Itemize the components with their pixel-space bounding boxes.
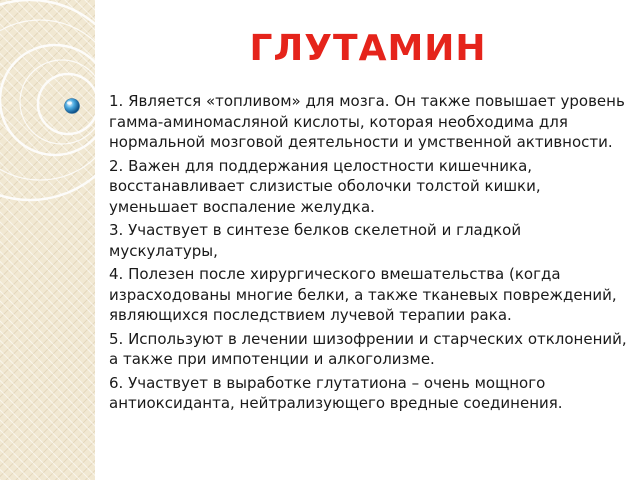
- list-item: 1. Является «топливом» для мозга. Он также повышает уровень гамма-аминомасляной кислоты, которая необходима для нормальной мозговой деятельности и умственной активности.: [109, 92, 625, 151]
- list-item: 2. Важен для поддержания целостности кишечника, восстанавливает слизистые оболочки толстой кишки, уменьшает воспаление желудка.: [109, 156, 541, 216]
- list-item: 3. Участвует в синтезе белков скелетной и гладкой мускулатуры,: [109, 221, 522, 260]
- slide-body: [109, 91, 629, 417]
- slide-title: ГЛУТАМИН: [249, 28, 487, 69]
- list-item: 6. Участвует в выработке глутатиона – очень мощного антиоксиданта, нейтрализующего вредные соединения.: [109, 373, 563, 412]
- list-item: 4. Полезен после хирургического вмешательства (когда израсходованы многие белки, а также тканевых повреждений, являющихся последствием лучевой терапии рака.: [109, 265, 617, 324]
- list-item: 5. Используют в лечении шизофрении и старческих отклонений, а также при импотенции и алкоголизме.: [109, 329, 627, 368]
- blue-orb-icon: [65, 99, 80, 114]
